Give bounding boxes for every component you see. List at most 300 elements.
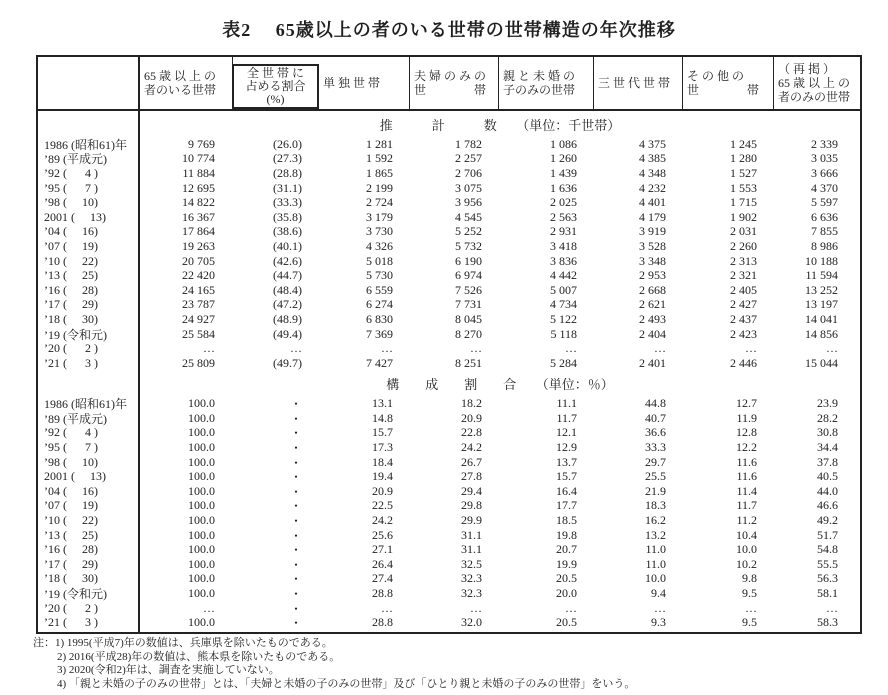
table-cell: 1 260	[550, 151, 577, 166]
table-cell: 5 018	[366, 253, 393, 268]
column-header-line: 親 と 未 婚 の	[503, 69, 576, 83]
table-header-row	[38, 57, 860, 111]
year-cell: ’89 (平成元)	[44, 152, 107, 167]
table-row	[38, 572, 860, 587]
table-cell: 2 321	[730, 268, 757, 283]
table-cell: ・	[289, 455, 302, 470]
table-row	[38, 601, 860, 616]
table-cell: 1 280	[730, 151, 757, 166]
table-row	[38, 283, 860, 298]
table-row	[38, 615, 860, 630]
table-cell: 10.0	[736, 542, 757, 557]
table-cell: 1 527	[730, 165, 757, 180]
table-cell: 12 695	[182, 180, 215, 195]
col-households-with-elderly	[140, 57, 233, 109]
table-cell: 3 528	[639, 238, 666, 253]
table-cell: ・	[289, 470, 302, 485]
table-cell: (28.8)	[273, 165, 302, 180]
table-cell: 11.6	[736, 469, 757, 484]
table-cell: …	[290, 341, 302, 356]
table-cell: 6 830	[366, 311, 393, 326]
table-row	[38, 469, 860, 484]
table-row	[38, 397, 860, 412]
table-cell: 100.0	[188, 396, 215, 411]
table-cell: …	[470, 600, 482, 615]
footnote-line: 3) 2020(令和2)年は、調査を実施していない。	[57, 664, 280, 676]
year-cell: ’20 ( 2 )	[44, 341, 98, 356]
table-row	[38, 137, 860, 152]
table-cell: 8 251	[455, 355, 482, 370]
table-cell: 5 284	[550, 355, 577, 370]
table-cell: 6 190	[455, 253, 482, 268]
table-cell: 30.8	[817, 425, 838, 440]
table-cell: 55.5	[817, 556, 838, 571]
table-cell: 2 401	[639, 355, 666, 370]
table-cell: 4 385	[639, 151, 666, 166]
table-cell: 1 553	[730, 180, 757, 195]
table-cell: 44.0	[817, 483, 838, 498]
table-row	[38, 166, 860, 181]
table-cell: 44.8	[645, 396, 666, 411]
table-cell: 100.0	[188, 469, 215, 484]
table-cell: 100.0	[188, 498, 215, 513]
table-cell: 20 705	[182, 253, 215, 268]
section-header-estimates	[38, 111, 860, 137]
section-header-composition	[38, 371, 860, 397]
table-cell: 15.7	[372, 425, 393, 440]
table-cell: 10.4	[736, 527, 757, 542]
table-cell: 15.7	[556, 469, 577, 484]
table-cell: 8 270	[455, 326, 482, 341]
table-cell: 2 313	[730, 253, 757, 268]
table-cell: 9.5	[742, 615, 757, 630]
table-cell: 4 326	[366, 238, 393, 253]
year-cell: ’21 ( 3 )	[44, 355, 98, 370]
table-cell: 29.8	[461, 498, 482, 513]
table-row	[38, 181, 860, 196]
table-cell: 13 252	[805, 282, 838, 297]
table-cell: 10 188	[805, 253, 838, 268]
table-cell: 2 446	[730, 355, 757, 370]
year-cell: ’04 ( 16)	[44, 224, 98, 239]
table-cell: 5 007	[550, 282, 577, 297]
table-row	[38, 586, 860, 601]
table-cell: 32.3	[461, 586, 482, 601]
table-cell: …	[745, 600, 757, 615]
table-cell: 11.1	[556, 396, 577, 411]
col-three-generation-household	[594, 57, 683, 109]
table-cell: 7 526	[455, 282, 482, 297]
table-cell: (49.7)	[273, 355, 302, 370]
column-header-line: 世 帯	[414, 83, 487, 97]
table-cell: 2 257	[455, 151, 482, 166]
year-cell: ’04 ( 16)	[44, 483, 98, 498]
table-row	[38, 225, 860, 240]
table-row	[38, 268, 860, 283]
year-cell: 1986 (昭和61)年	[44, 137, 127, 152]
column-header-line: 三 世 代 世 帯	[598, 76, 671, 90]
table-cell: 51.7	[817, 527, 838, 542]
table-row	[38, 239, 860, 254]
table-cell: 11.9	[736, 410, 757, 425]
table-cell: 3 956	[455, 195, 482, 210]
table-cell: 24 927	[182, 311, 215, 326]
table-cell: 1 865	[366, 165, 393, 180]
table-cell: 3 730	[366, 224, 393, 239]
table-cell: 100.0	[188, 440, 215, 455]
year-cell: ’18 ( 30)	[44, 311, 98, 326]
table-cell: 11.4	[736, 483, 757, 498]
table-cell: 9.4	[651, 586, 666, 601]
table-cell: (42.6)	[273, 253, 302, 268]
table-cell: 20.9	[372, 483, 393, 498]
table-cell: 22.8	[461, 425, 482, 440]
table-cell: …	[381, 600, 393, 615]
column-header-line: 占める割合	[245, 79, 306, 93]
table-cell: (26.0)	[273, 136, 302, 151]
table-cell: 2 339	[811, 136, 838, 151]
table-cell: ・	[289, 543, 302, 558]
table-cell: 1 902	[730, 209, 757, 224]
table-cell: 100.0	[188, 527, 215, 542]
table-body	[38, 111, 860, 632]
table-row	[38, 312, 860, 327]
table-cell: (40.1)	[273, 238, 302, 253]
table-cell: 10 774	[182, 151, 215, 166]
table-cell: …	[654, 341, 666, 356]
table-cell: 5 252	[455, 224, 482, 239]
footnote-line: 注：1) 1995(平成7)年の数値は、兵庫県を除いたものである。	[33, 637, 333, 649]
col-elderly-only-household	[774, 57, 860, 109]
table-cell: 11.6	[736, 454, 757, 469]
table-cell: (47.2)	[273, 297, 302, 312]
table-cell: 8 045	[455, 311, 482, 326]
table-cell: 9.8	[742, 571, 757, 586]
table-cell: 6 274	[366, 297, 393, 312]
table-cell: 6 636	[811, 209, 838, 224]
table-row	[38, 195, 860, 210]
table-cell: 27.4	[372, 571, 393, 586]
table-cell: 2 025	[550, 195, 577, 210]
table-cell: 19.9	[556, 556, 577, 571]
year-cell: ’16 ( 28)	[44, 542, 98, 557]
table-cell: 13 197	[805, 297, 838, 312]
table-cell: 19.8	[556, 527, 577, 542]
year-cell: ’92 ( 4 )	[44, 425, 98, 440]
table-cell: (27.3)	[273, 151, 302, 166]
table-cell: …	[203, 600, 215, 615]
table-cell: 22.5	[372, 498, 393, 513]
table-cell: 13.1	[372, 396, 393, 411]
table-cell: 24 165	[182, 282, 215, 297]
table-row	[38, 356, 860, 371]
table-cell: 2 031	[730, 224, 757, 239]
year-cell: ’98 ( 10)	[44, 195, 98, 210]
year-cell: ’18 ( 30)	[44, 571, 98, 586]
table-cell: 1 592	[366, 151, 393, 166]
table-cell: 11.7	[556, 410, 577, 425]
table-cell: 12.2	[736, 440, 757, 455]
column-header-line: 65 歳 以 上 の	[144, 69, 217, 83]
table-cell: 9.3	[651, 615, 666, 630]
table-cell: 6 974	[455, 268, 482, 283]
statistics-table	[36, 55, 862, 634]
table-cell: 3 075	[455, 180, 482, 195]
column-header-line: 者のみの世帯	[778, 90, 851, 104]
section-label: 推 計 数 （単位：千世帯）	[379, 117, 621, 133]
table-cell: 6 559	[366, 282, 393, 297]
table-cell: 37.8	[817, 454, 838, 469]
col-single-person-household	[319, 57, 410, 109]
table-cell: 11.2	[736, 513, 757, 528]
table-cell: 36.6	[645, 425, 666, 440]
column-header-line: そ の 他 の	[687, 69, 745, 83]
table-row	[38, 426, 860, 441]
table-cell: 31.1	[461, 542, 482, 557]
table-cell: 16.2	[645, 513, 666, 528]
table-row	[38, 152, 860, 167]
year-cell: 2001 ( 13)	[44, 209, 106, 224]
table-cell: 4 370	[811, 180, 838, 195]
table-cell: ・	[289, 616, 302, 631]
table-cell: 2 621	[639, 297, 666, 312]
table-cell: 3 418	[550, 238, 577, 253]
table-cell: 18.2	[461, 396, 482, 411]
table-cell: ・	[289, 587, 302, 602]
table-cell: 1 439	[550, 165, 577, 180]
table-cell: 20.5	[556, 571, 577, 586]
table-cell: 7 855	[811, 224, 838, 239]
table-cell: 18.3	[645, 498, 666, 513]
table-row	[38, 254, 860, 269]
table-cell: 1 245	[730, 136, 757, 151]
table-row	[38, 528, 860, 543]
table-cell: 5 122	[550, 311, 577, 326]
table-cell: ・	[289, 411, 302, 426]
table-cell: 56.3	[817, 571, 838, 586]
table-cell: 3 348	[639, 253, 666, 268]
year-cell: ’16 ( 28)	[44, 282, 98, 297]
year-cell: ’07 ( 19)	[44, 498, 98, 513]
table-row	[38, 542, 860, 557]
table-cell: 2 437	[730, 311, 757, 326]
table-cell: 28.2	[817, 410, 838, 425]
table-cell: 46.6	[817, 498, 838, 513]
table-cell: ・	[289, 426, 302, 441]
table-cell: (35.8)	[273, 209, 302, 224]
table-cell: 24.2	[461, 440, 482, 455]
table-cell: …	[565, 600, 577, 615]
footnote-line: 4) 「親と未婚の子のみの世帯」とは、「夫婦と未婚の子のみの世帯」及び「ひとり親と未婚の子のみの世帯」をいう。	[57, 677, 636, 690]
year-cell: ’98 ( 10)	[44, 454, 98, 469]
table-cell: 7 427	[366, 355, 393, 370]
column-header-line: 全 世 帯 に	[246, 66, 304, 80]
table-cell: 32.0	[461, 615, 482, 630]
table-cell: 3 919	[639, 224, 666, 239]
col-other-household	[683, 57, 774, 109]
table-row	[38, 455, 860, 470]
table-cell: 32.3	[461, 571, 482, 586]
table-cell: 2 493	[639, 311, 666, 326]
table-cell: 28.8	[372, 586, 393, 601]
table-cell: 11 594	[805, 268, 838, 283]
table-cell: 2 563	[550, 209, 577, 224]
table-cell: 4 375	[639, 136, 666, 151]
table-cell: 2 953	[639, 268, 666, 283]
table-cell: 24.2	[372, 513, 393, 528]
table-cell: 25.6	[372, 527, 393, 542]
table-cell: ・	[289, 484, 302, 499]
table-cell: 4 179	[639, 209, 666, 224]
table-cell: 26.4	[372, 556, 393, 571]
column-header-line: 者のいる世帯	[144, 83, 217, 97]
table-cell: 100.0	[188, 513, 215, 528]
table-cell: 20.5	[556, 615, 577, 630]
year-cell: ’89 (平成元)	[44, 411, 107, 426]
table-cell: (48.4)	[273, 282, 302, 297]
table-cell: 21.9	[645, 483, 666, 498]
table-cell: 58.1	[817, 586, 838, 601]
table-cell: 12.1	[556, 425, 577, 440]
table-cell: 58.3	[817, 615, 838, 630]
table-cell: ・	[289, 397, 302, 412]
table-cell: 3 035	[811, 151, 838, 166]
table-cell: 49.2	[817, 513, 838, 528]
table-cell: …	[826, 600, 838, 615]
footnotes	[33, 637, 863, 691]
table-cell: 4 401	[639, 195, 666, 210]
column-header-line: 子のみの世帯	[503, 83, 576, 97]
table-cell: 11.0	[645, 542, 666, 557]
table-cell: 100.0	[188, 410, 215, 425]
table-cell: …	[470, 341, 482, 356]
column-header-line: 世 帯	[687, 83, 760, 97]
table-cell: 12.9	[556, 440, 577, 455]
table-row	[38, 557, 860, 572]
table-cell: 22 420	[182, 268, 215, 283]
section-label: 構 成 割 合 （単位：％）	[386, 377, 614, 392]
year-cell: ’10 ( 22)	[44, 253, 98, 268]
table-cell: 15 044	[805, 355, 838, 370]
footnote-line: 2) 2016(平成28)年の数値は、熊本県を除いたものである。	[57, 650, 341, 663]
table-cell: 23.9	[817, 396, 838, 411]
table-cell: 3 179	[366, 209, 393, 224]
corner-cell	[38, 57, 140, 109]
table-cell: 5 730	[366, 268, 393, 283]
table-cell: 2 199	[366, 180, 393, 195]
table-row	[38, 513, 860, 528]
year-cell: ’92 ( 4 )	[44, 165, 98, 180]
column-header-line: （ 再 掲 ）	[778, 62, 836, 76]
table-cell: ・	[289, 499, 302, 514]
year-cell: ’07 ( 19)	[44, 238, 98, 253]
year-cell: ’13 ( 25)	[44, 527, 98, 542]
table-cell: 2 423	[730, 326, 757, 341]
table-row	[38, 298, 860, 313]
table-cell: 100.0	[188, 454, 215, 469]
table-cell: 2 706	[455, 165, 482, 180]
table-cell: 14.8	[372, 410, 393, 425]
table-cell: 100.0	[188, 542, 215, 557]
table-cell: 2 404	[639, 326, 666, 341]
table-row	[38, 440, 860, 455]
table-cell: 32.5	[461, 556, 482, 571]
year-cell: 2001 ( 13)	[44, 469, 106, 484]
table-cell: 18.5	[556, 513, 577, 528]
table-cell: 25 809	[182, 355, 215, 370]
table-cell: 16 367	[182, 209, 215, 224]
table-cell: 2 724	[366, 195, 393, 210]
table-cell: 3 836	[550, 253, 577, 268]
table-cell: (49.4)	[273, 326, 302, 341]
column-header-line: 夫 婦 の み の	[414, 69, 487, 83]
table-cell: 25 584	[182, 326, 215, 341]
table-cell: 10.0	[645, 571, 666, 586]
table-row	[38, 341, 860, 356]
table-cell: 5 597	[811, 195, 838, 210]
year-cell: ’19 (令和元)	[44, 587, 107, 602]
table-cell: 13.7	[556, 454, 577, 469]
table-cell: 12.7	[736, 396, 757, 411]
table-cell: 33.3	[645, 440, 666, 455]
table-cell: 100.0	[188, 425, 215, 440]
year-cell: ’17 ( 29)	[44, 297, 98, 312]
table-cell: 29.7	[645, 454, 666, 469]
table-cell: 27.1	[372, 542, 393, 557]
year-cell: ’13 ( 25)	[44, 268, 98, 283]
table-cell: 11 884	[182, 165, 215, 180]
table-cell: …	[381, 341, 393, 356]
table-cell: 13.2	[645, 527, 666, 542]
table-cell: 54.8	[817, 542, 838, 557]
table-cell: ・	[289, 441, 302, 456]
table-title: 表2 65歳以上の者のいる世帯の世帯構造の年次推移	[222, 20, 676, 40]
table-row	[38, 210, 860, 225]
table-cell: 2 427	[730, 297, 757, 312]
table-cell: 1 782	[455, 136, 482, 151]
table-cell: 1 281	[366, 136, 393, 151]
table-cell: 11.7	[736, 498, 757, 513]
table-cell: 17.7	[556, 498, 577, 513]
table-cell: ・	[289, 601, 302, 616]
table-cell: 11.0	[645, 556, 666, 571]
table-cell: 2 260	[730, 238, 757, 253]
table-cell: 100.0	[188, 571, 215, 586]
table-cell: (33.3)	[273, 195, 302, 210]
table-cell: (48.9)	[273, 311, 302, 326]
table-cell: 5 732	[455, 238, 482, 253]
table-cell: 23 787	[182, 297, 215, 312]
table-cell: 27.8	[461, 469, 482, 484]
table-cell: (38.6)	[273, 224, 302, 239]
table-row	[38, 484, 860, 499]
table-cell: 1 086	[550, 136, 577, 151]
table-cell: 5 118	[550, 326, 577, 341]
table-cell: 26.7	[461, 454, 482, 469]
year-cell: ’95 ( 7 )	[44, 440, 98, 455]
table-cell: ・	[289, 557, 302, 572]
table-cell: 100.0	[188, 556, 215, 571]
year-cell: ’17 ( 29)	[44, 556, 98, 571]
table-cell: 4 545	[455, 209, 482, 224]
table-cell: 7 369	[366, 326, 393, 341]
table-cell: 100.0	[188, 615, 215, 630]
table-cell: 20.9	[461, 410, 482, 425]
table-cell: 20.7	[556, 542, 577, 557]
table-cell: 100.0	[188, 586, 215, 601]
year-cell: ’19 (令和元)	[44, 327, 107, 342]
table-cell: 9.5	[742, 586, 757, 601]
